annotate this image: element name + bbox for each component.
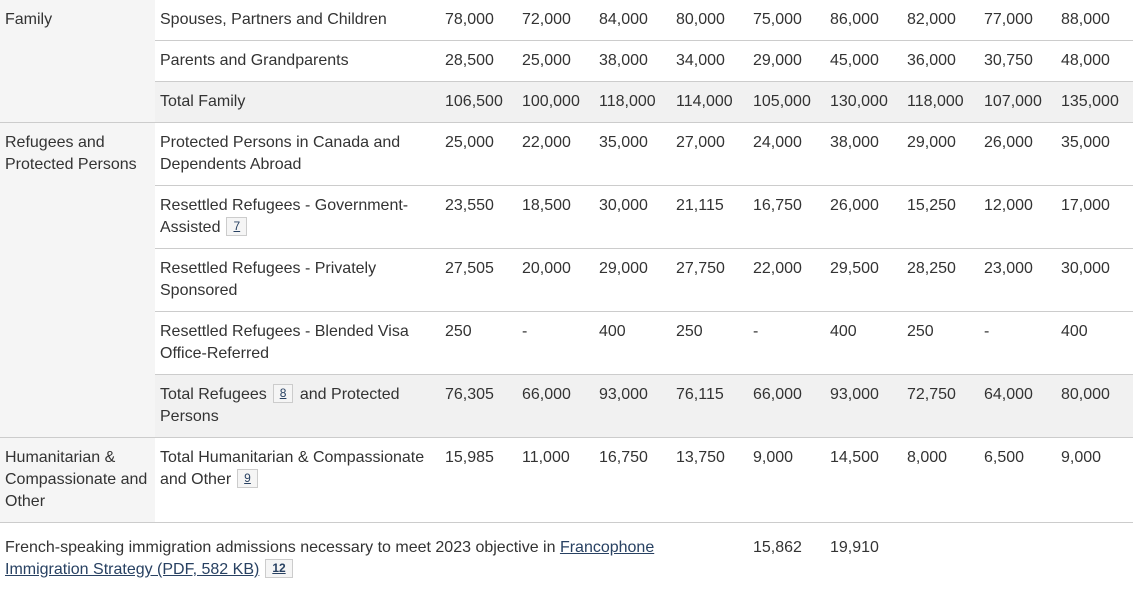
value-cell: 66,000 — [517, 375, 594, 438]
value-cell: 27,505 — [440, 249, 517, 312]
value-cell: 250 — [671, 312, 748, 375]
value-cell: 100,000 — [517, 82, 594, 123]
value-cell: 38,000 — [825, 123, 902, 186]
value-cell: 400 — [1056, 312, 1133, 375]
value-cell: 15,985 — [440, 438, 517, 523]
value-cell: 15,250 — [902, 186, 979, 249]
table-row — [0, 186, 1133, 249]
value-cell: 106,500 — [440, 82, 517, 123]
footer-value-cell — [979, 523, 1056, 591]
table-row — [0, 123, 1133, 186]
category-cell — [155, 312, 440, 375]
value-cell: 26,000 — [825, 186, 902, 249]
value-cell: 76,305 — [440, 375, 517, 438]
value-cell: 22,000 — [517, 123, 594, 186]
category-label: Spouses, Partners and Children — [160, 11, 387, 28]
value-cell: 35,000 — [1056, 123, 1133, 186]
value-cell: 75,000 — [748, 0, 825, 41]
footer-value-cell — [1056, 523, 1133, 591]
value-cell: 16,750 — [748, 186, 825, 249]
value-cell: 118,000 — [594, 82, 671, 123]
value-cell: 12,000 — [979, 186, 1056, 249]
value-cell: 118,000 — [902, 82, 979, 123]
footer-value-cell: 19,910 — [830, 539, 879, 556]
value-cell: 107,000 — [979, 82, 1056, 123]
value-cell: 250 — [902, 312, 979, 375]
category-cell — [155, 0, 440, 41]
footnote-link-7[interactable]: 7 — [226, 217, 247, 236]
value-cell: - — [748, 312, 825, 375]
value-cell: 29,500 — [825, 249, 902, 312]
francophone-immigration-strategy-pdf-link[interactable]: Francophone Immigration Strategy (PDF, 582 KB) — [5, 539, 655, 578]
value-cell: 29,000 — [748, 41, 825, 82]
value-cell: 93,000 — [594, 375, 671, 438]
footer-value-cell — [902, 523, 979, 591]
table-row — [0, 0, 1133, 41]
value-cell: 80,000 — [1056, 375, 1133, 438]
french-speaking-admissions-row — [0, 523, 1133, 591]
value-cell: 30,000 — [1056, 249, 1133, 312]
category-cell — [155, 249, 440, 312]
table-row — [0, 375, 1133, 438]
value-cell: 29,000 — [594, 249, 671, 312]
table-row — [0, 249, 1133, 312]
value-cell: 30,750 — [979, 41, 1056, 82]
value-cell: 9,000 — [1056, 438, 1133, 523]
value-cell: 27,750 — [671, 249, 748, 312]
value-cell: 78,000 — [440, 0, 517, 41]
value-cell: 400 — [594, 312, 671, 375]
value-cell: - — [517, 312, 594, 375]
category-label: Parents and Grandparents — [160, 52, 349, 69]
value-cell: 114,000 — [671, 82, 748, 123]
value-cell: 72,750 — [902, 375, 979, 438]
value-cell: 16,750 — [594, 438, 671, 523]
category-label: Resettled Refugees - Privately Sponsored — [160, 260, 377, 299]
category-cell — [155, 82, 440, 123]
value-cell: 9,000 — [748, 438, 825, 523]
category-label: Protected Persons in Canada and Dependents Abroad — [160, 134, 401, 173]
value-cell: - — [979, 312, 1056, 375]
french-speaking-admissions-text: French-speaking immigration admissions necessary to meet 2023 objective in — [5, 539, 560, 556]
value-cell: 22,000 — [748, 249, 825, 312]
category-cell — [155, 375, 440, 438]
value-cell: 38,000 — [594, 41, 671, 82]
value-cell: 13,750 — [671, 438, 748, 523]
value-cell: 25,000 — [440, 123, 517, 186]
table-row — [0, 312, 1133, 375]
category-label: Resettled Refugees - Blended Visa Office-Referred — [160, 323, 409, 362]
value-cell: 76,115 — [671, 375, 748, 438]
value-cell: 17,000 — [1056, 186, 1133, 249]
value-cell: 36,000 — [902, 41, 979, 82]
value-cell: 250 — [440, 312, 517, 375]
value-cell: 45,000 — [825, 41, 902, 82]
footnote-link-9[interactable]: 9 — [237, 469, 258, 488]
value-cell: 66,000 — [748, 375, 825, 438]
group-label-humanitarian-compassionate-and-other: Humanitarian & Compassionate and Other — [0, 438, 155, 523]
value-cell: 93,000 — [825, 375, 902, 438]
value-cell: 26,000 — [979, 123, 1056, 186]
category-cell — [155, 186, 440, 249]
value-cell: 28,500 — [440, 41, 517, 82]
value-cell: 400 — [825, 312, 902, 375]
category-cell — [155, 123, 440, 186]
footer-value-cell: 15,862 — [753, 539, 802, 556]
category-label: Resettled Refugees - Government-Assisted — [160, 197, 409, 236]
value-cell: 29,000 — [902, 123, 979, 186]
category-cell — [155, 438, 440, 523]
value-cell: 27,000 — [671, 123, 748, 186]
value-cell: 24,000 — [748, 123, 825, 186]
footnote-link-8[interactable]: 8 — [273, 384, 294, 403]
value-cell: 25,000 — [517, 41, 594, 82]
value-cell: 135,000 — [1056, 82, 1133, 123]
value-cell: 80,000 — [671, 0, 748, 41]
value-cell: 23,000 — [979, 249, 1056, 312]
value-cell: 23,550 — [440, 186, 517, 249]
value-cell: 21,115 — [671, 186, 748, 249]
value-cell: 86,000 — [825, 0, 902, 41]
value-cell: 6,500 — [979, 438, 1056, 523]
category-label: Total Family — [160, 93, 246, 110]
table-row — [0, 438, 1133, 523]
value-cell: 84,000 — [594, 0, 671, 41]
footnote-link-12[interactable]: 12 — [265, 559, 292, 578]
value-cell: 88,000 — [1056, 0, 1133, 41]
value-cell: 35,000 — [594, 123, 671, 186]
value-cell: 30,000 — [594, 186, 671, 249]
category-label-continued: and Protected Persons — [160, 386, 400, 425]
value-cell: 82,000 — [902, 0, 979, 41]
value-cell: 34,000 — [671, 41, 748, 82]
value-cell: 14,500 — [825, 438, 902, 523]
value-cell: 20,000 — [517, 249, 594, 312]
french-speaking-admissions-label-cell — [0, 523, 748, 591]
value-cell: 105,000 — [748, 82, 825, 123]
group-label-refugees-and-protected-persons: Refugees and Protected Persons — [0, 123, 155, 438]
value-cell: 48,000 — [1056, 41, 1133, 82]
value-cell: 64,000 — [979, 375, 1056, 438]
value-cell: 72,000 — [517, 0, 594, 41]
value-cell: 130,000 — [825, 82, 902, 123]
category-cell — [155, 41, 440, 82]
category-label: Total Humanitarian & Compassionate and Other — [160, 449, 425, 488]
table-row — [0, 82, 1133, 123]
table-row — [0, 41, 1133, 82]
value-cell: 77,000 — [979, 0, 1056, 41]
category-label: Total Refugees — [160, 386, 267, 403]
value-cell: 18,500 — [517, 186, 594, 249]
value-cell: 28,250 — [902, 249, 979, 312]
group-label-family: Family — [0, 0, 155, 123]
value-cell: 8,000 — [902, 438, 979, 523]
value-cell: 11,000 — [517, 438, 594, 523]
